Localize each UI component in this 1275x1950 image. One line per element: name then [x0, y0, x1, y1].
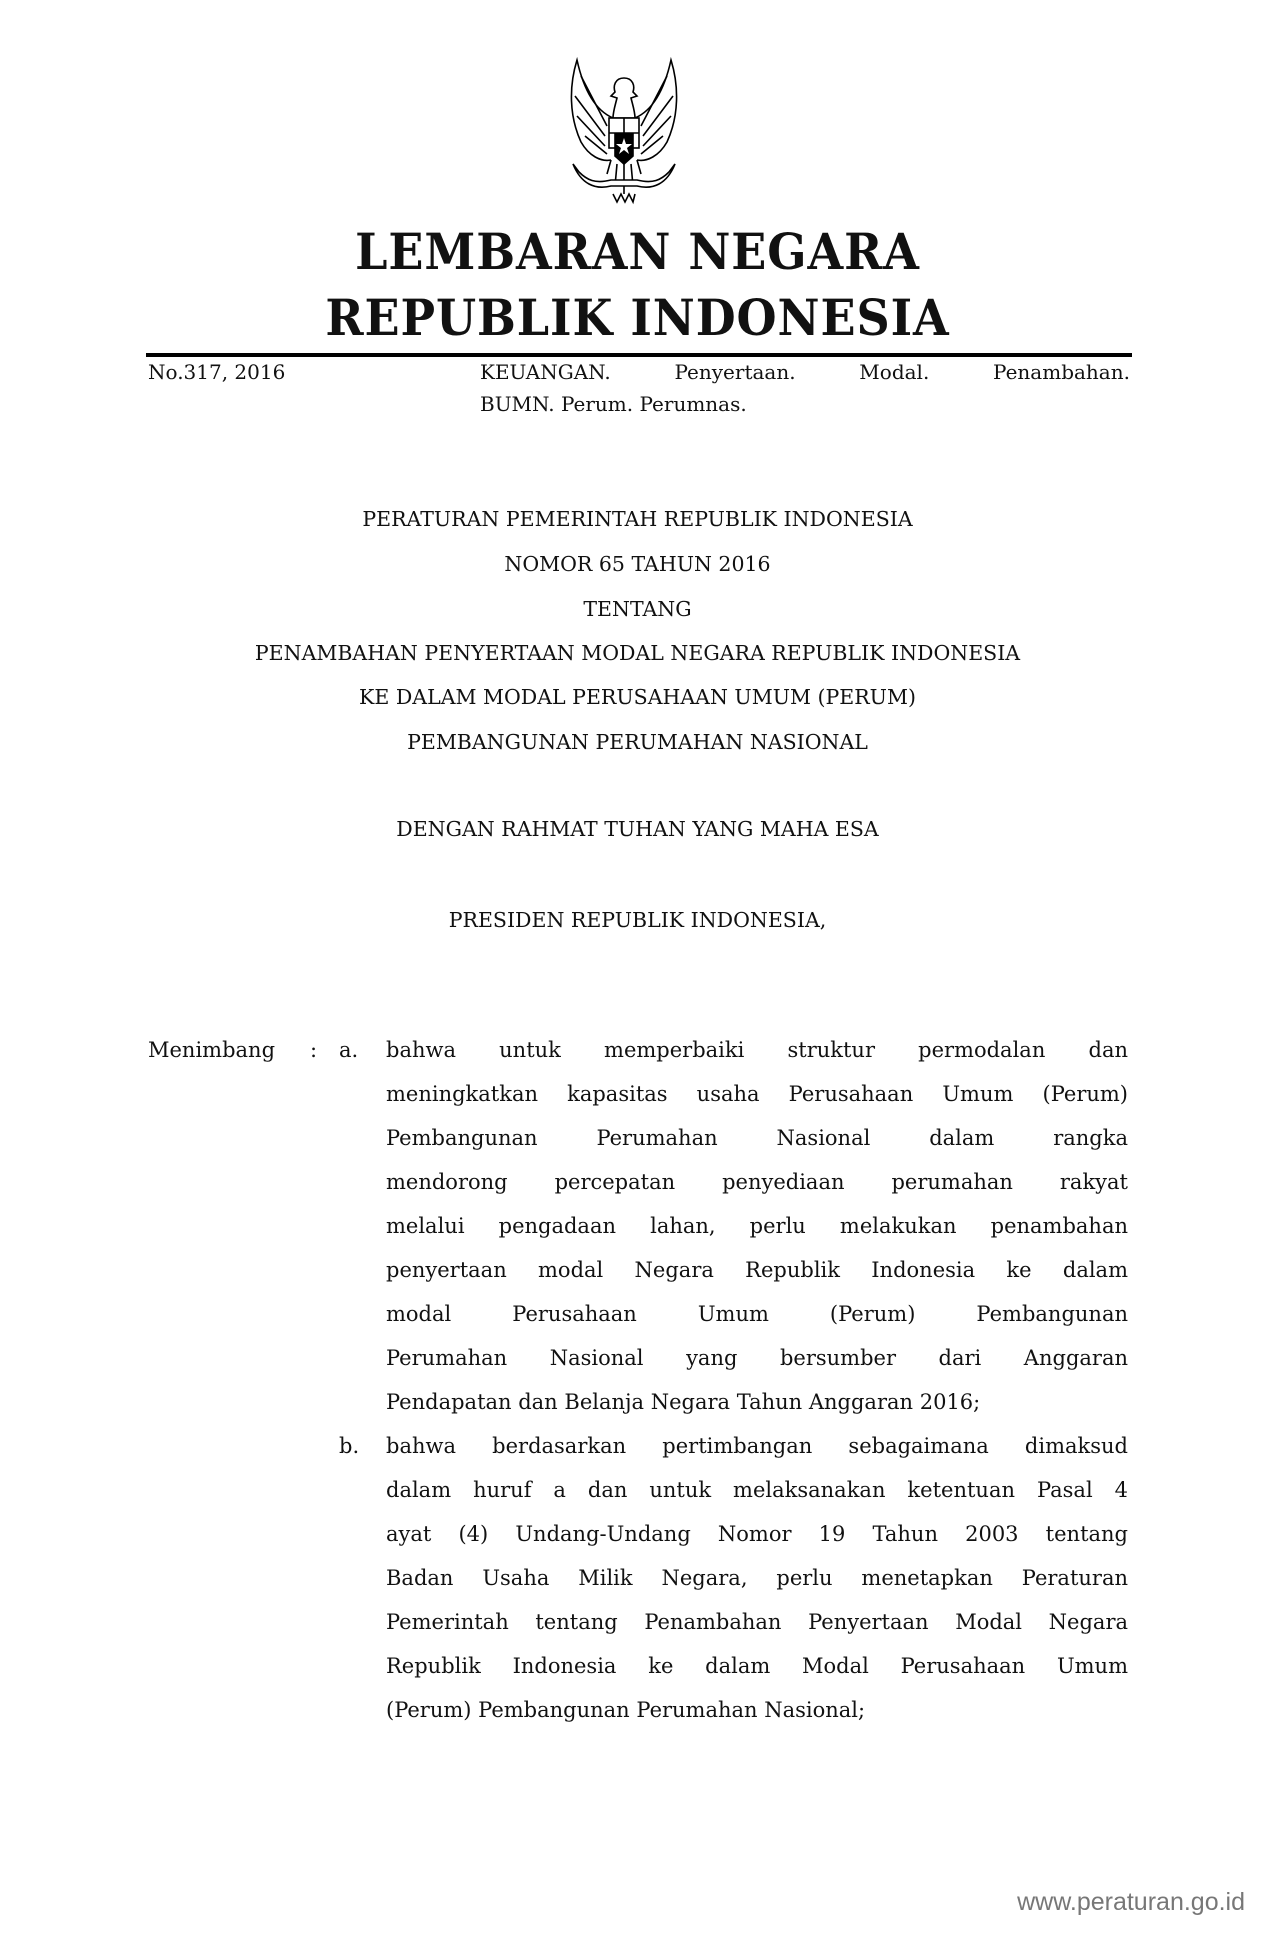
garuda-pancasila-emblem: [555, 56, 693, 214]
footer-website-link[interactable]: www.peraturan.go.id: [1017, 1888, 1245, 1916]
gazette-subject-line2: BUMN. Perum. Perumnas.: [480, 392, 747, 416]
text-line: Badan Usaha Milik Negara, perlu menetapkan Peraturan: [386, 1566, 1128, 1590]
text-line: modal Perusahaan Umum (Perum) Pembangunan: [386, 1302, 1128, 1326]
text-line: Pendapatan dan Belanja Negara Tahun Anggaran 2016;: [386, 1390, 981, 1414]
regulation-subject: PEMBANGUNAN PERUMAHAN NASIONAL: [407, 730, 868, 754]
subject-word: KEUANGAN.: [480, 360, 611, 384]
subject-word: Penyertaan.: [674, 360, 796, 384]
regulation-about: TENTANG: [583, 597, 692, 621]
text-line: dalam huruf a dan untuk melaksanakan ketentuan Pasal 4: [386, 1478, 1128, 1502]
regulation-heading: PERATURAN PEMERINTAH REPUBLIK INDONESIA: [362, 507, 913, 531]
text-line: bahwa berdasarkan pertimbangan sebagaimana dimaksud: [386, 1434, 1128, 1458]
text-line: Republik Indonesia ke dalam Modal Perusahaan Umum: [386, 1654, 1128, 1678]
text-line: bahwa untuk memperbaiki struktur permodalan dan: [386, 1038, 1128, 1062]
item-marker-a: a.: [339, 1038, 359, 1062]
header-rule: [146, 353, 1132, 357]
subject-word: Modal.: [859, 360, 930, 384]
regulation-subject: PENAMBAHAN PENYERTAAN MODAL NEGARA REPUBLIK INDONESIA: [254, 641, 1021, 665]
president-title: PRESIDEN REPUBLIK INDONESIA,: [448, 908, 827, 932]
text-line: mendorong percepatan penyediaan perumahan rakyat: [386, 1170, 1128, 1194]
gazette-subject: [480, 360, 1130, 384]
considering-label: Menimbang: [148, 1038, 276, 1062]
text-line: Perumahan Nasional yang bersumber dari Anggaran: [386, 1346, 1128, 1370]
text-line: (Perum) Pembangunan Perumahan Nasional;: [386, 1698, 866, 1722]
text-line: melalui pengadaan lahan, perlu melakukan penambahan: [386, 1214, 1128, 1238]
text-line: penyertaan modal Negara Republik Indonesia ke dalam: [386, 1258, 1128, 1282]
gazette-title-line1: LEMBARAN NEGARA: [355, 222, 920, 281]
subject-word: Penambahan.: [993, 360, 1130, 384]
item-marker-b: b.: [339, 1434, 360, 1458]
text-line: Pemerintah tentang Penambahan Penyertaan Modal Negara: [386, 1610, 1128, 1634]
regulation-number: NOMOR 65 TAHUN 2016: [504, 552, 771, 576]
considering-colon: :: [310, 1038, 318, 1062]
regulation-subject: KE DALAM MODAL PERUSAHAAN UMUM (PERUM): [359, 685, 916, 709]
gazette-title-line2: REPUBLIK INDONESIA: [325, 288, 950, 347]
text-line: Pembangunan Perumahan Nasional dalam rangka: [386, 1126, 1128, 1150]
invocation: DENGAN RAHMAT TUHAN YANG MAHA ESA: [396, 817, 879, 841]
gazette-number: No.317, 2016: [148, 360, 286, 384]
text-line: ayat (4) Undang-Undang Nomor 19 Tahun 2003 tentang: [386, 1522, 1128, 1546]
text-line: meningkatkan kapasitas usaha Perusahaan Umum (Perum): [386, 1082, 1128, 1106]
